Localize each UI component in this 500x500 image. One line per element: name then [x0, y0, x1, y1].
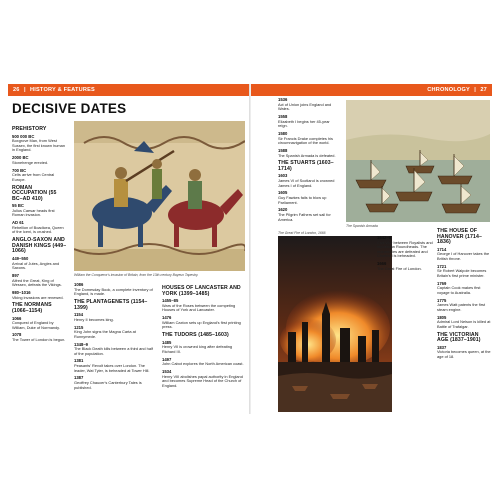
timeline-section-heading: HOUSES OF LANCASTER AND YORK (1399–1485) — [162, 285, 241, 297]
timeline-entry — [12, 135, 68, 153]
timeline-date: 1721 — [437, 263, 447, 269]
timeline-text: James Watt patents the first steam engine. — [437, 302, 486, 312]
timeline-entry — [437, 346, 491, 360]
left-header-bar — [8, 84, 249, 96]
timeline-text: Geoffrey Chaucer's Canterbury Tales is published. — [74, 380, 142, 390]
timeline-text: Victoria becomes queen, at the age of 18. — [437, 349, 491, 359]
timeline-text: King John signs the Magna Carta at Runnymede. — [74, 329, 136, 339]
timeline-entry — [437, 316, 491, 330]
timeline-date: 500 000 BC — [12, 133, 35, 139]
timeline-date: 1805 — [437, 314, 447, 320]
timeline-date: 449–550 — [12, 256, 29, 261]
timeline-date: 1455–85 — [162, 298, 179, 304]
timeline-column-6 — [437, 226, 491, 363]
timeline-text: Peasants' Revolt takes over London. The leader, Wat Tyler, is beheaded at Tower Hill. — [74, 363, 150, 373]
timeline-date: 2000 BC — [12, 155, 29, 161]
timeline-text: Stonehenge erected. — [12, 159, 49, 165]
timeline-text: The Spanish Armada is defeated. — [278, 152, 336, 158]
left-header-separator: | — [24, 87, 26, 93]
timeline-date: 1666 — [377, 261, 387, 267]
timeline-date: 1078 — [12, 332, 22, 338]
timeline-entry — [278, 149, 340, 158]
timeline-entry — [12, 333, 68, 342]
timeline-text: Henry II becomes king. — [74, 316, 114, 322]
timeline-text: Henry VII is crowned king after defeating Richard III. — [162, 344, 233, 354]
right-section-title: CHRONOLOGY — [427, 87, 470, 93]
page-title: DECISIVE DATES — [12, 101, 127, 116]
timeline-entry — [74, 326, 157, 340]
timeline-text: Henry VIII abolishes papal authority in England and becomes Supreme Head of the Church of England. — [162, 373, 243, 388]
timeline-entry — [278, 132, 340, 146]
right-header-bar — [251, 84, 492, 96]
timeline-text: Civil War between Royalists and republican Roundheads. The monarchies are defeated and Charles I is beheaded. — [377, 239, 433, 259]
timeline-date: 55 BC — [12, 203, 24, 209]
left-section-title: HISTORY & FEATURES — [30, 87, 95, 93]
armada-caption: The Spanish Armada — [346, 224, 378, 228]
timeline-text: Boxgrove Man, from West Sussex, the first known human in England. — [12, 138, 65, 153]
timeline-date: 1536 — [278, 97, 288, 102]
timeline-text: Elizabeth I begins her 45-year reign. — [278, 118, 330, 129]
timeline-entry — [162, 316, 245, 330]
left-page — [8, 84, 249, 414]
timeline-date: 980–1016 — [12, 289, 31, 295]
timeline-column-2 — [74, 283, 157, 393]
timeline-section-heading: THE HOUSE OF HANOVER (1714–1836) — [437, 228, 482, 246]
timeline-text: Guy Fawkes fails to blow up Parliament. — [278, 195, 327, 205]
timeline-text: Wars of the Roses between the competing Houses of York and Lancaster. — [162, 302, 236, 313]
timeline-text: William Caxton sets up England's first printing press. — [162, 319, 241, 330]
timeline-date: 1348–9 — [74, 341, 88, 347]
timeline-text: The Domesday Book, a complete inventory of England, is made. — [74, 286, 153, 297]
timeline-entry — [74, 283, 157, 297]
great-fire-image — [278, 236, 392, 412]
timeline-entry — [278, 208, 340, 222]
spanish-armada-image — [346, 100, 490, 222]
timeline-date: 1497 — [162, 356, 172, 362]
timeline-section-heading: THE PLANTAGENETS (1154–1399) — [74, 298, 148, 311]
timeline-date: 700 BC — [12, 167, 27, 173]
timeline-entry — [162, 370, 245, 388]
timeline-entry — [12, 257, 68, 271]
timeline-entry — [377, 236, 433, 259]
timeline-text: Sir Francis Drake completes his circumnavigation of the world. — [278, 135, 333, 146]
timeline-date: 1387 — [74, 375, 84, 381]
book-spread — [8, 84, 492, 414]
timeline-section-heading: THE VICTORIAN AGE (1837–1901) — [437, 331, 481, 344]
timeline-entry — [74, 343, 157, 357]
timeline-text: Alfred the Great, King of Wessex, defeats the Vikings. — [12, 277, 62, 288]
timeline-entry — [74, 376, 157, 390]
timeline-column-3 — [162, 283, 245, 392]
timeline-text: Julius Caesar heads first Roman invasion. — [12, 207, 55, 218]
timeline-date: 1215 — [74, 324, 84, 330]
timeline-date: 1769 — [437, 280, 447, 286]
timeline-date: 1837 — [437, 344, 447, 350]
timeline-entry — [12, 317, 68, 331]
timeline-date: 1580 — [278, 130, 288, 136]
right-page-number: 27 — [480, 87, 487, 93]
timeline-date: 1534 — [162, 369, 172, 375]
timeline-date: 897 — [12, 272, 19, 278]
timeline-entry — [74, 313, 157, 322]
timeline-text: The Great Fire of London. — [377, 265, 422, 271]
timeline-entry — [12, 204, 68, 218]
timeline-entry — [278, 115, 340, 129]
timeline-entry — [12, 169, 68, 183]
bayeux-tapestry-image — [74, 121, 245, 271]
timeline-text: The Pilgrim Fathers set sail for America. — [278, 212, 331, 222]
timeline-section-heading: ROMAN OCCUPATION (55 BC–AD 410) — [12, 184, 57, 202]
timeline-date: 1086 — [74, 282, 84, 287]
timeline-text: Admiral Lord Nelson is killed at Battle of Trafalgar. — [437, 319, 491, 329]
timeline-entry — [437, 299, 491, 313]
timeline-section-heading: ANGLO-SAXON AND DANISH KINGS (449–1066) — [12, 237, 67, 255]
timeline-date: 1642–9 — [377, 235, 391, 240]
timeline-entry — [377, 262, 433, 271]
timeline-text: The Tower of London is begun. — [12, 337, 66, 343]
timeline-text: Act of Union joins England and Wales. — [278, 101, 332, 112]
timeline-date: 1603 — [278, 173, 288, 179]
timeline-entry — [437, 265, 491, 279]
timeline-entry — [278, 98, 340, 112]
timeline-text: Captain Cook makes first voyage to Australia. — [437, 285, 481, 295]
timeline-column-5 — [377, 236, 433, 275]
tapestry-illustration — [74, 121, 245, 271]
timeline-entry — [162, 358, 245, 367]
timeline-entry — [74, 359, 157, 373]
timeline-text: George I of Hanover takes the British throne. — [437, 251, 490, 261]
timeline-text: Sir Robert Walpole becomes Britain's first prime minister. — [437, 268, 487, 278]
timeline-entry — [162, 299, 245, 313]
right-page — [251, 84, 492, 414]
timeline-section-heading: THE NORMANS (1066–1154) — [12, 302, 52, 314]
timeline-date: 1588 — [278, 147, 288, 153]
timeline-entry — [278, 191, 340, 205]
timeline-text: James VI of Scotland is crowned James I of England. — [278, 178, 335, 188]
timeline-entry — [12, 291, 68, 300]
timeline-section-heading: THE TUDORS (1485–1603) — [162, 332, 229, 339]
timeline-entry — [12, 221, 68, 235]
timeline-entry — [278, 174, 340, 188]
timeline-date: 1381 — [74, 358, 84, 364]
timeline-date: AD 61 — [12, 220, 24, 226]
right-header-separator: | — [474, 87, 476, 93]
timeline-date: 1620 — [278, 207, 288, 213]
timeline-entry — [162, 341, 245, 355]
timeline-date: 1154 — [74, 312, 84, 318]
timeline-text: Rebellion of Boadicea, Queen of the Iceni, is crushed. — [12, 224, 64, 235]
timeline-entry — [437, 248, 491, 262]
timeline-date: 1485 — [162, 339, 172, 345]
timeline-text: Arrival of Jutes, Angles and Saxons. — [12, 260, 60, 271]
timeline-date: 1066 — [12, 315, 22, 321]
timeline-date: 1476 — [162, 315, 172, 321]
timeline-text: Conquest of England by William, Duke of Normandy. — [12, 320, 60, 330]
timeline-column-4 — [278, 98, 340, 225]
left-page-number: 26 — [13, 87, 20, 93]
timeline-column-1 — [12, 124, 68, 346]
armada-illustration — [346, 100, 490, 222]
timeline-text: The Black Death kills between a third and half of the population. — [74, 346, 153, 356]
timeline-date: 1775 — [437, 297, 447, 303]
timeline-date: 1714 — [437, 246, 447, 252]
timeline-text: John Cabot explores the North American coast. — [162, 361, 244, 367]
timeline-date: 1605 — [278, 190, 288, 196]
timeline-text: Viking invasions are renewed. — [12, 294, 64, 300]
great-fire-illustration — [278, 236, 392, 412]
timeline-date: 1558 — [278, 113, 288, 119]
tapestry-caption: William the Conqueror's invasion of Britain, from the 13th-century Bayeux Tapestry. — [74, 273, 199, 277]
timeline-section-heading: THE STUARTS (1603–1714) — [278, 160, 334, 172]
timeline-entry — [12, 156, 68, 165]
fire-caption: The Great Fire of London, 1666 — [278, 231, 326, 235]
timeline-entry — [12, 274, 68, 288]
timeline-text: Celts arrive from Central Europe. — [12, 172, 55, 182]
timeline-entry — [437, 282, 491, 296]
timeline-section-heading: PREHISTORY — [12, 126, 47, 132]
